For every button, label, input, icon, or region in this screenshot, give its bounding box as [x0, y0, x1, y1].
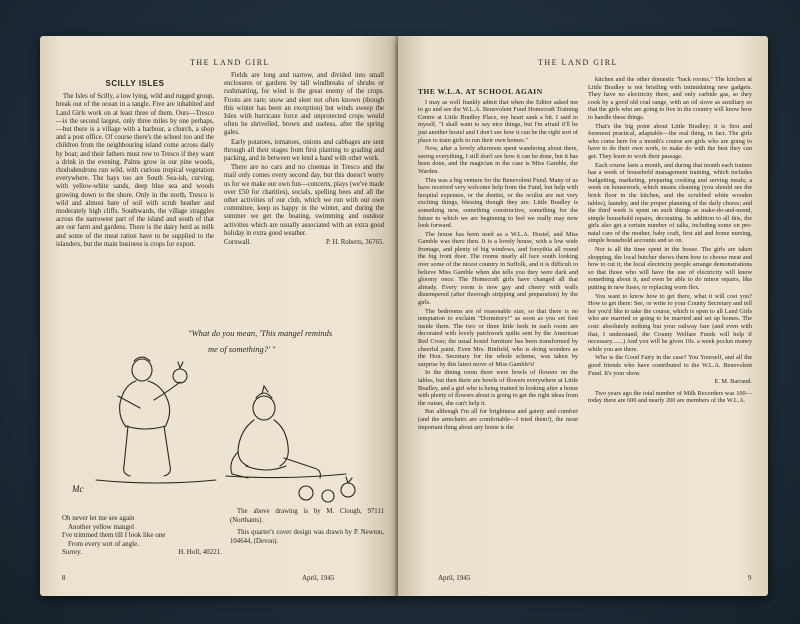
date-right: April, 1945 [438, 574, 471, 582]
paragraph: kitchen and the other domestic "back rooms." The kitchen at Little Bradley is not bristling with intimidating new gadgets. They have no electricity there, and only carbide gas, so they cook by a good old coal range, with an oil stove as auxiliary so that the girls who are going to live in the country will know how to handle these things. [588, 76, 752, 121]
date-left: April, 1945 [302, 574, 335, 582]
paragraph: You want to know how to get there, what it will cost you? How to get there: See, or write to your County Secretary and tell her you'd like to take the course, which is open to all Land Girls who are married or going to be married and set up homes. The cost: absolutely nothing but your railway fare (and even with that, I understand, the County Welfare Funds will help if necessary.......) And you will be given 10s. a week pocket money while you are there. [588, 292, 752, 353]
paragraph: Fields are long and narrow, and divided into small enclosures or gardens by tall windbreaks of shrubs or rushmatting, for wind is the great enemy of the crops. Frosts are rare; snow and sleet not often known (though this winter has been an exception) but winds sweep the Isles with hurricane force and unprotected crops would often be shrivelled, brown and useless, after the spring gales. [224, 72, 384, 137]
cover-credit: This quarter's cover design was drawn by P. Newton, 104644, (Devon). [230, 529, 384, 545]
article-title-wla: THE W.L.A. AT SCHOOL AGAIN [418, 87, 543, 96]
right-column-2 [588, 76, 752, 406]
paragraph: Who is the Good Fairy in the case? You Yourself, and all the good friends who have contributed to the W.L.A. Benevolent Fund. It's your show. [588, 354, 752, 377]
poem-line: From every sort of angle. [68, 539, 139, 548]
page-number-left: 8 [62, 574, 66, 582]
article-title-scilly: SCILLY ISLES [105, 79, 165, 88]
poem-line: I've trimmed them till I look like one [62, 531, 166, 540]
poem-line: Oh never let me see again [62, 514, 135, 522]
poem-author: H. Holl, 40221. [178, 548, 222, 557]
right-col1-text [418, 99, 578, 432]
left-signature [224, 239, 384, 247]
running-head-left: THE LAND GIRL [190, 58, 270, 67]
paragraph: I may as well frankly admit that when the Editor asked me to go and see the W.L.A. Benevolent Fund Homecraft Training Centre at Little Bradley Place, my heart sank a bit. I said to myself, "I shall want to say nice things, but I'm afraid it'll be just another hostel and I don't see how it can be the right sort of place to train girls to run their own homes." [418, 98, 578, 144]
paragraph: This was a big venture for the Benevolent Fund. Many of us have received very welcome help from the Fund, but help with hospital expenses, or the dentist, or the oculist are not very exciting things, blessing though they are. Little Bradley is something new, something constructive, something for the future to which we are beginning to feel we really may now look forward. [418, 176, 578, 230]
cartoon-caption-line-1: "What do you mean, 'This mangel reminds [188, 328, 333, 338]
page-number-right: 9 [748, 574, 752, 582]
right-col2-text [588, 76, 752, 377]
left-page [40, 36, 398, 596]
left-column-2 [224, 72, 384, 247]
paragraph: The house has been used as a W.L.A. Hostel, and Miss Gamble was there then. It is a lovely house, with a low wide frontage, and plenty of big windows, and forsythia all round the big front door. The rooms nearly all face south looking over some of the nicest country in Suffolk, and it is difficult to believe Miss Gamble when she tells you they were dark and gloomy once. The Homecraft girls have changed all that already. Every room is now gay and cheery with walls distempered (after thorough stripping and preparation) by the girls. [418, 230, 578, 307]
signature-place: Cornwall. [224, 239, 251, 247]
paragraph: There are no cars and no cinemas in Tresco and the mail only comes every second day, but this doesn't worry us for we make our own fun—concerts, plays (we've made over £50 for charities), socials, spelling bees and all the other activities of our club, which we run with our own committee, keep us happy in the winter, and during the summer we get the boating, swimming and outdoor activities which are usually associated with an extra good holiday in extra good weather. [224, 164, 384, 237]
mangel-poem [62, 514, 222, 557]
paragraph: Early potatoes, tomatoes, onions and cabbages are sent through all their stages from first planting to grading and packing, and in between we lend a hand with other work. [224, 138, 384, 163]
mangel-cartoon-illustration [56, 348, 376, 508]
cartoon-caption-line-2: me of something?' " [208, 344, 276, 354]
paragraph: That's the big point about Little Bradley; it is first and foremost practical, adaptable—the real thing, in fact. The girls who come here for a month's course are girls who are going to have to do their own work, to make do with the best they can get. They learn to work their passage. [588, 122, 752, 160]
credits-notes [230, 508, 384, 547]
right-page [398, 36, 768, 596]
running-head-right: THE LAND GIRL [538, 58, 618, 67]
left-col1-text [56, 93, 214, 249]
left-col2-text [224, 72, 384, 238]
paragraph: Nor is all the time spent in the house. The girls are taken shopping, the local butcher shows them how to choose meat and how to cut it; the local electricity people arrange demonstrations so that those who will have the use of electricity will know something about it, and even be able to do minor repairs, like putting in new fuses, or replacing worn flex. [588, 246, 752, 292]
paragraph: The bedrooms are of reasonable size, so that there is no temptation to exclaim "Dormitory!" as soon as you set foot inside them. The two or three little beds in each room are decorated with lovely patchwork quilts sent by the American Red Cross; the usual hostel furniture has been transformed by cheerful paint. Even Mrs. Binfield, who is doing wonders as the Hon. Secretary for the whole scheme, was taken by surprise by this latest move of Miss Gamble's! [418, 307, 578, 368]
drawing-credit: The above drawing is by M. Clough, 97111 (Northants). [230, 508, 384, 524]
right-column-1 [418, 88, 578, 432]
left-column-1 [56, 80, 214, 250]
article-signature: E. M. Barraud. [714, 378, 752, 386]
artist-mark: Mc [72, 484, 84, 494]
paragraph: But although I'm all for brightness and gaiety and comfort (and the armchairs are comfortable—I tried them!), the most important thing about any home is the [418, 408, 578, 431]
paragraph: The Isles of Scilly, a low lying, wild and rugged group, break out of the ocean in a tangle. Five are inhabited and Land Girls work on at least three of them. Ours—Tresco—is the second largest, only three miles by one perhaps,—but there is a village with a harbour, a church, a shop and a post office. Of course there's the school too and the children from the neighbouring island come across daily by boat; and their fathers must row to Tresco if they want a drink in the evening. Palms grow in our pine woods, rhododendrons run wild, with curious tropical vegetation everywhere. The bays too are South Sea-ish, curving, with yellow-white sands, deep blue sea and woods growing down to the shore. Only in the north, Tresco is wild and almost bare of soil with scrub heather and moderately high cliffs. Southwards, the village straggles across the narrowest part of the island and south of that are our farm and gardens. There is the dairy herd as milk and some of the meat ration have to be supplied to the islanders, but the main business is crops for export. [56, 93, 214, 248]
poem-place: Surrey. [62, 548, 82, 557]
paragraph: In the dining room there were bowls of flowers on the tables, but then there are bowls of flowers everywhere at Little Bradley, and a girl who is being trained in looking after a home with plenty of flowers about is going to get the right ideas from the outset, she can't help it. [418, 369, 578, 407]
paragraph: Now, after a lovely afternoon spent wandering about there, seeing everything, I still don't see how it can be done, but it has been done, and the magician in the case is Miss Gamble, the Warden. [418, 145, 578, 175]
milk-recorders-note: Two years ago the total number of Milk Recorders was 100—today there are 600 and nearly 200 are members of the W.L.A. [588, 389, 752, 405]
paragraph: Each course lasts a month, and during that month each trainee has a week of household management training, which includes budgetting, marketing, preparing cooking and serving meals; a week on housework, which means cleaning (you should see the brick floor in the kitchen, and the scrubbed white wooden tables), laundry, and the proper planning of the daily chores; and the third week is spent on such things as make-do-and-mend, simple household repairs, decorating. In addition to all this, the girls also get a certain number of talks, including some on pre-natal care of the mother, baby craft, first aid and home nursing, simple household accounts and so on. [588, 161, 752, 245]
signature-name: P. H. Roberts, 36765. [326, 239, 384, 247]
poem-line: Another yellow mangel [68, 522, 135, 531]
poem-signature [62, 548, 222, 557]
